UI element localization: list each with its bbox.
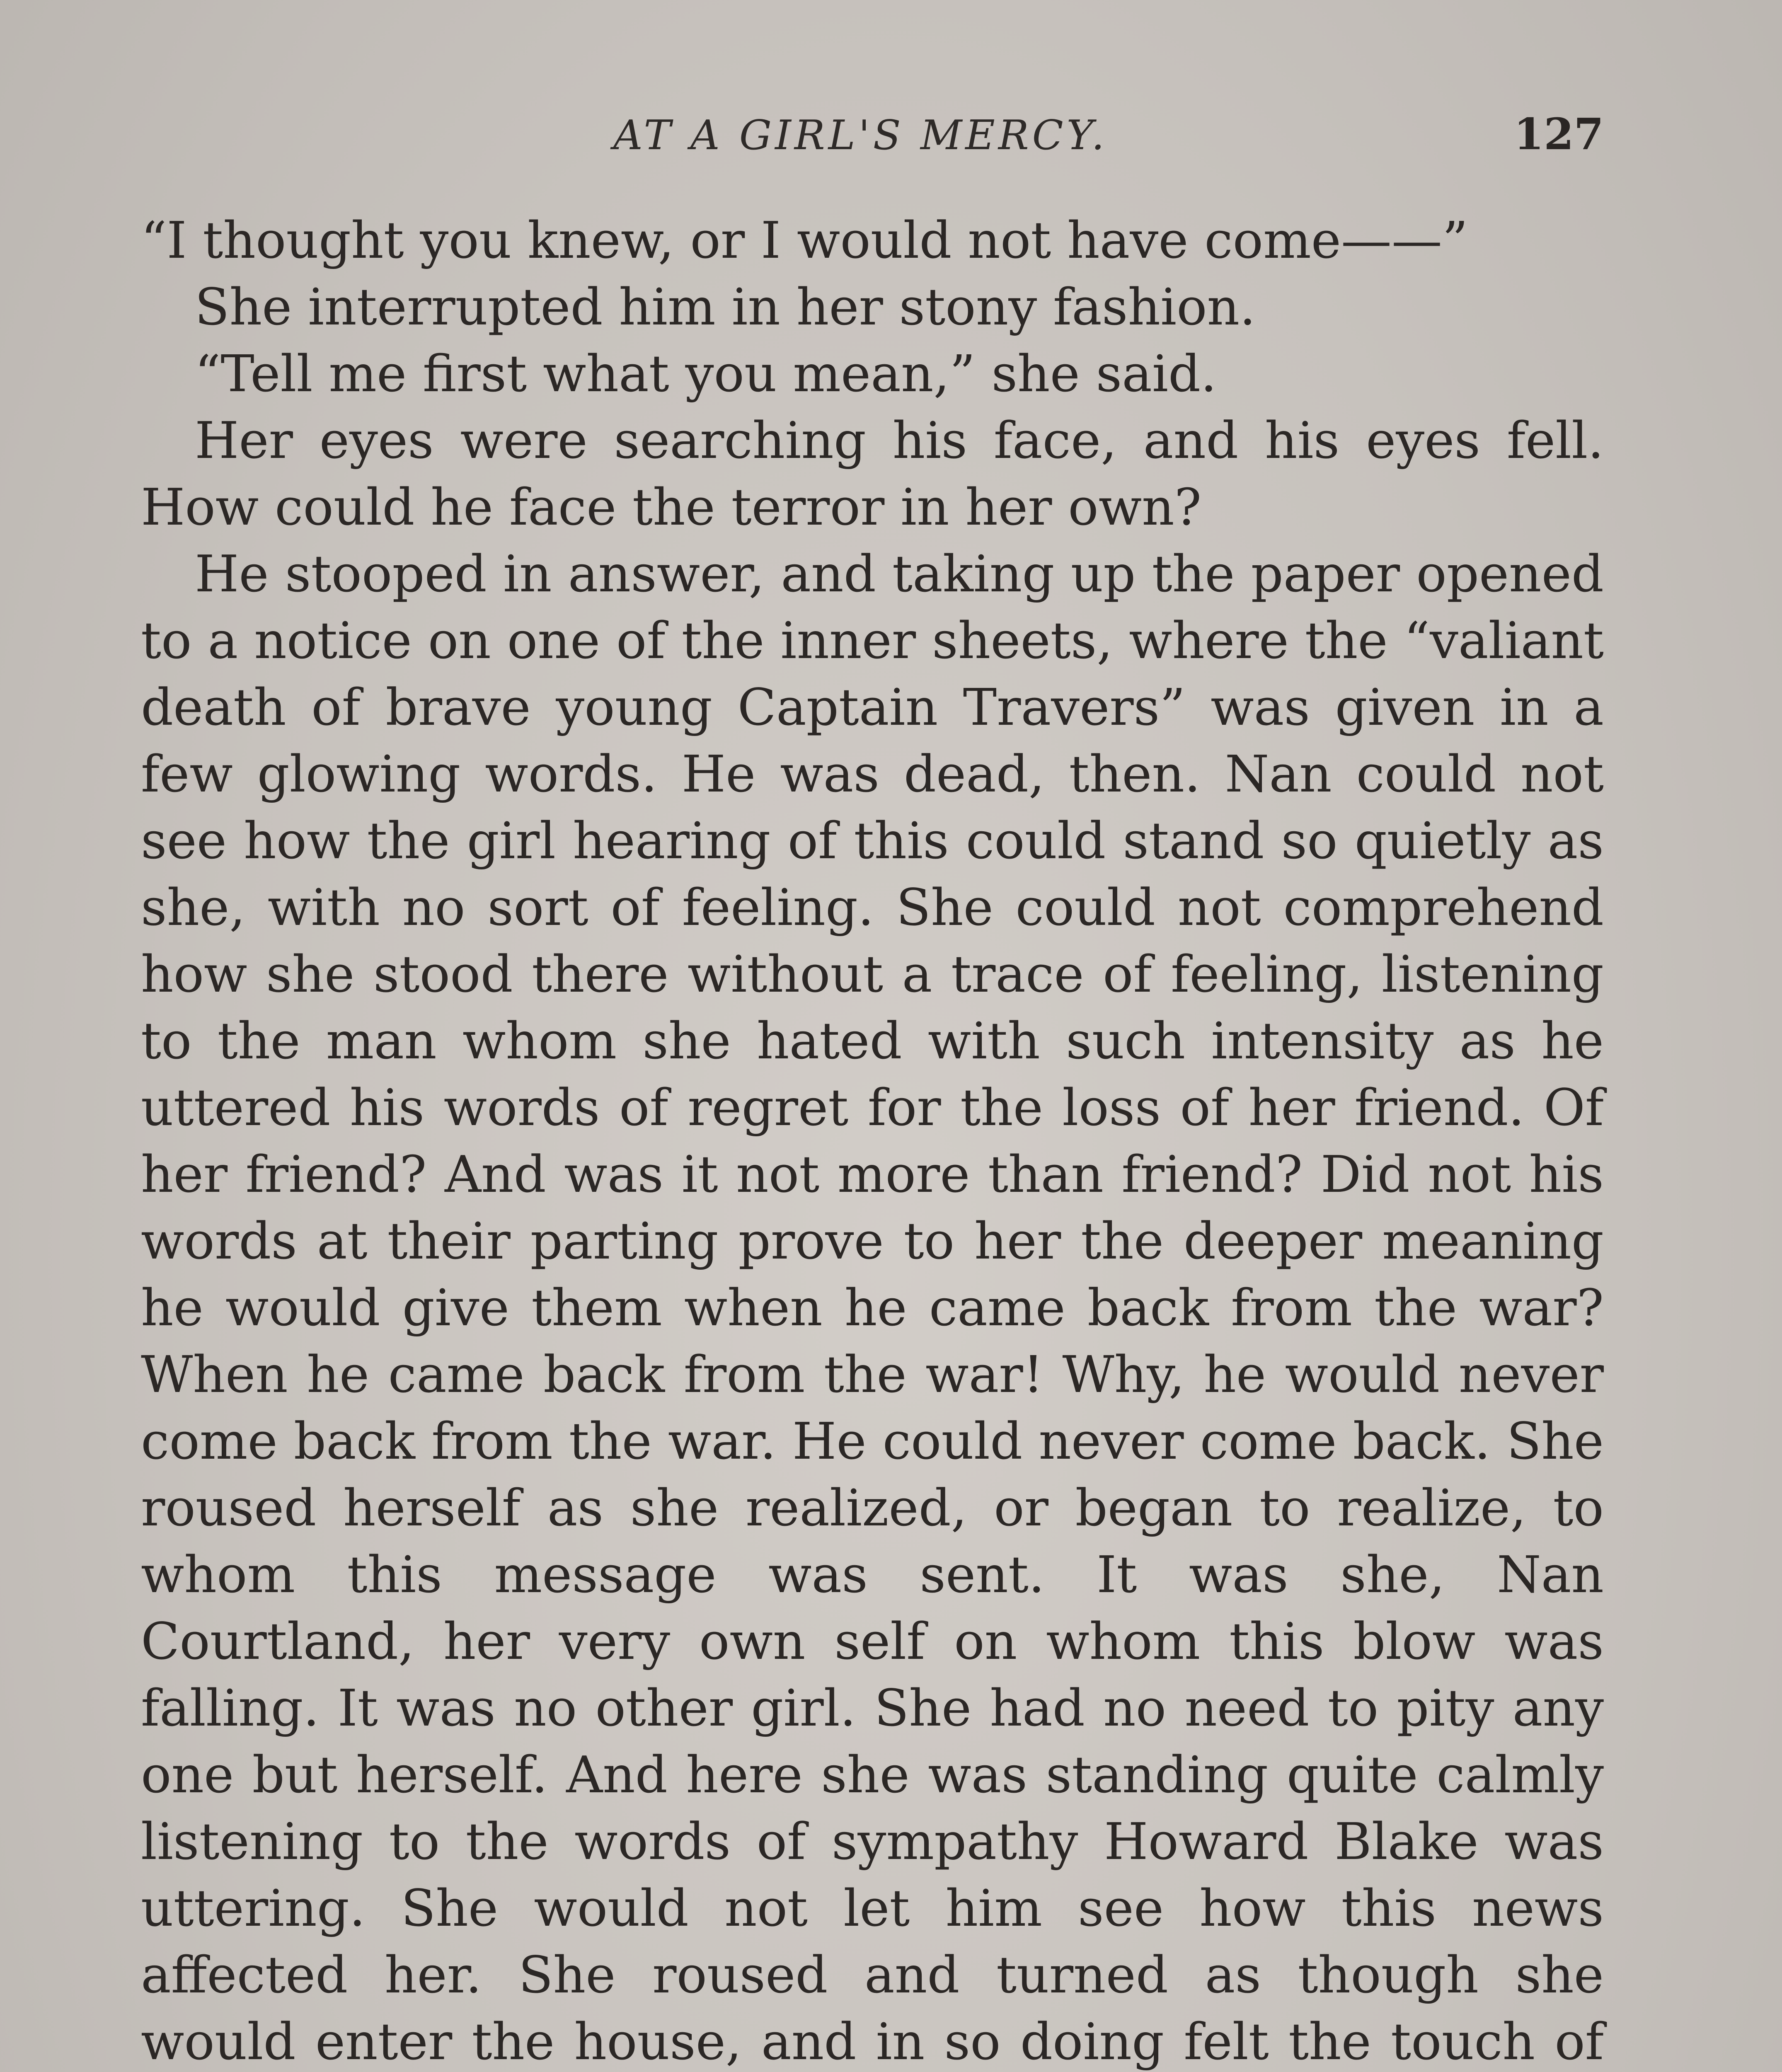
running-head: AT A GIRL'S MERCY. — [613, 112, 1108, 159]
paragraph: He stooped in answer, and taking up the paper opened to a notice on one of the inner sheets, where the “valiant death of brave young Captain Travers” was given in a few glowing words. He was dead, then. Nan could not see how the girl hearing of this could stand so quietly as she, with no sort of feeling. She could not comprehend how she stood there without a trace of feeling, listening to the man whom she hated with such intensity as he uttered his words of regret for the loss of her friend. Of her friend? And was it not more than friend? Did not his words at their parting prove to her the deeper meaning he would give them when he came back from the war? When he came back from the war! Why, he would never come back from the war. He could never come back. She roused herself as she realized, or began to realize, to whom this message was sent. It was she, Nan Courtland, her very own self on whom this blow was falling. It was no other girl. She had no need to pity any one but herself. And here she was standing quite calmly listening to the words of sympathy Howard Blake was uttering. She would not let him see how this news affected her. She roused and turned as though she would enter the house, and in so doing felt the touch of — [141, 545, 1604, 2071]
paragraph: “I thought you knew, or I would not have come——” — [141, 211, 1468, 270]
paragraph: Her eyes were searching his face, and his eyes fell. How could he face the terror in her own? — [141, 411, 1604, 537]
paragraph: “Tell me first what you mean,” she said. — [195, 344, 1217, 403]
body-text — [141, 207, 1604, 2072]
paragraph: She interrupted him in her stony fashion. — [195, 278, 1256, 336]
page-number: 127 — [1513, 109, 1604, 160]
